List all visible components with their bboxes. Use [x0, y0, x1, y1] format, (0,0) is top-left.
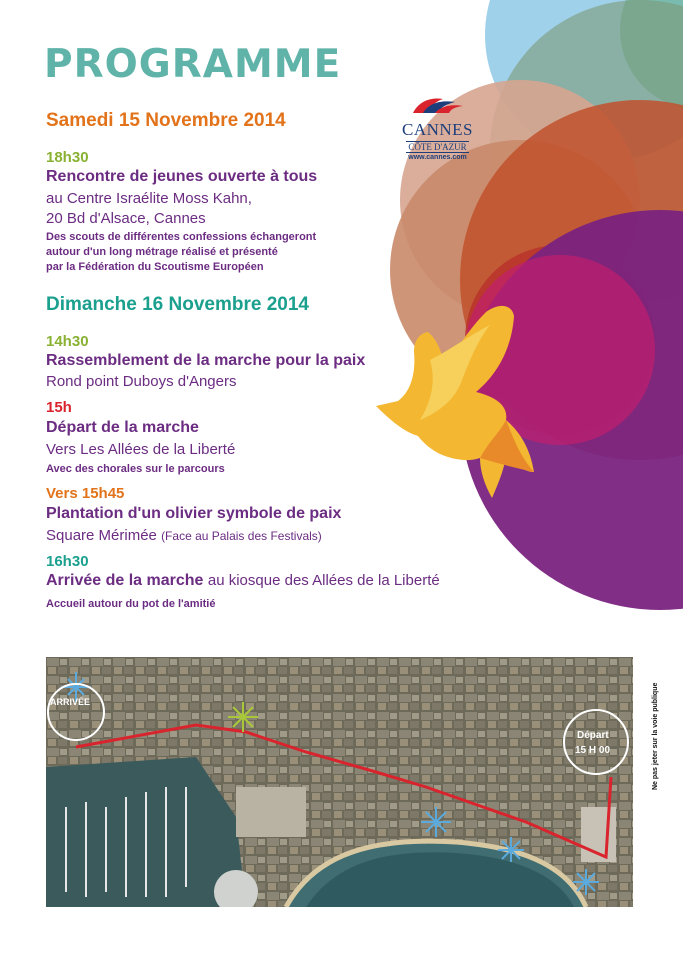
logo-url: www.cannes.com [408, 154, 467, 161]
item-place-detail: (Face au Palais des Festivals) [161, 529, 322, 543]
flag-emblem-icon [409, 95, 467, 115]
item-place: Rond point Duboys d'Angers [46, 373, 237, 390]
item-place: Vers Les Allées de la Liberté [46, 441, 236, 458]
item-place: Square Mérimée [46, 527, 157, 544]
saturday-place-line2: 20 Bd d'Alsace, Cannes [46, 210, 206, 227]
saturday-heading: Samedi 15 Novembre 2014 [46, 110, 286, 131]
item-event: Départ de la marche [46, 419, 199, 436]
side-notice-text: Ne pas jeter sur la voie publique [652, 682, 659, 790]
item-time: 16h30 [46, 553, 89, 570]
item-place: au kiosque des Allées de la Liberté [207, 572, 440, 589]
departure-label: Départ [577, 730, 609, 741]
programme-title: PROGRAMME [44, 42, 342, 87]
item-place-row [46, 527, 322, 544]
departure-time: 15 H 00 [575, 745, 611, 756]
item-time: 15h [46, 399, 72, 416]
saturday-note-line3: par la Fédération du Scoutisme Européen [46, 261, 264, 273]
map-image [46, 657, 633, 907]
logo-region: CÔTE D'AZUR [406, 141, 469, 153]
sunday-heading: Dimanche 16 Novembre 2014 [46, 294, 309, 315]
item-time: Vers 15h45 [46, 485, 125, 502]
route-map [46, 657, 633, 907]
saturday-note-line2: autour d'un long métrage réalisé et présenté [46, 246, 278, 258]
item-note: Accueil autour du pot de l'amitié [46, 598, 216, 610]
saturday-place-line1: au Centre Israélite Moss Kahn, [46, 190, 252, 207]
arrival-label: ARRIVÉE [50, 697, 91, 707]
saturday-note-line1: Des scouts de différentes confessions échangeront [46, 231, 317, 243]
item-event: Arrivée de la marche [46, 572, 204, 589]
item-time: 14h30 [46, 333, 89, 350]
item-event: Plantation d'un olivier symbole de paix [46, 505, 342, 522]
logo-wordmark: CANNES [401, 120, 473, 139]
item-event-row [46, 572, 440, 590]
cannes-logo [400, 95, 475, 161]
item-note: Avec des chorales sur le parcours [46, 463, 225, 475]
saturday-event: Rencontre de jeunes ouverte à tous [46, 168, 318, 185]
saturday-time: 18h30 [46, 149, 89, 166]
item-event: Rassemblement de la marche pour la paix [46, 352, 366, 369]
